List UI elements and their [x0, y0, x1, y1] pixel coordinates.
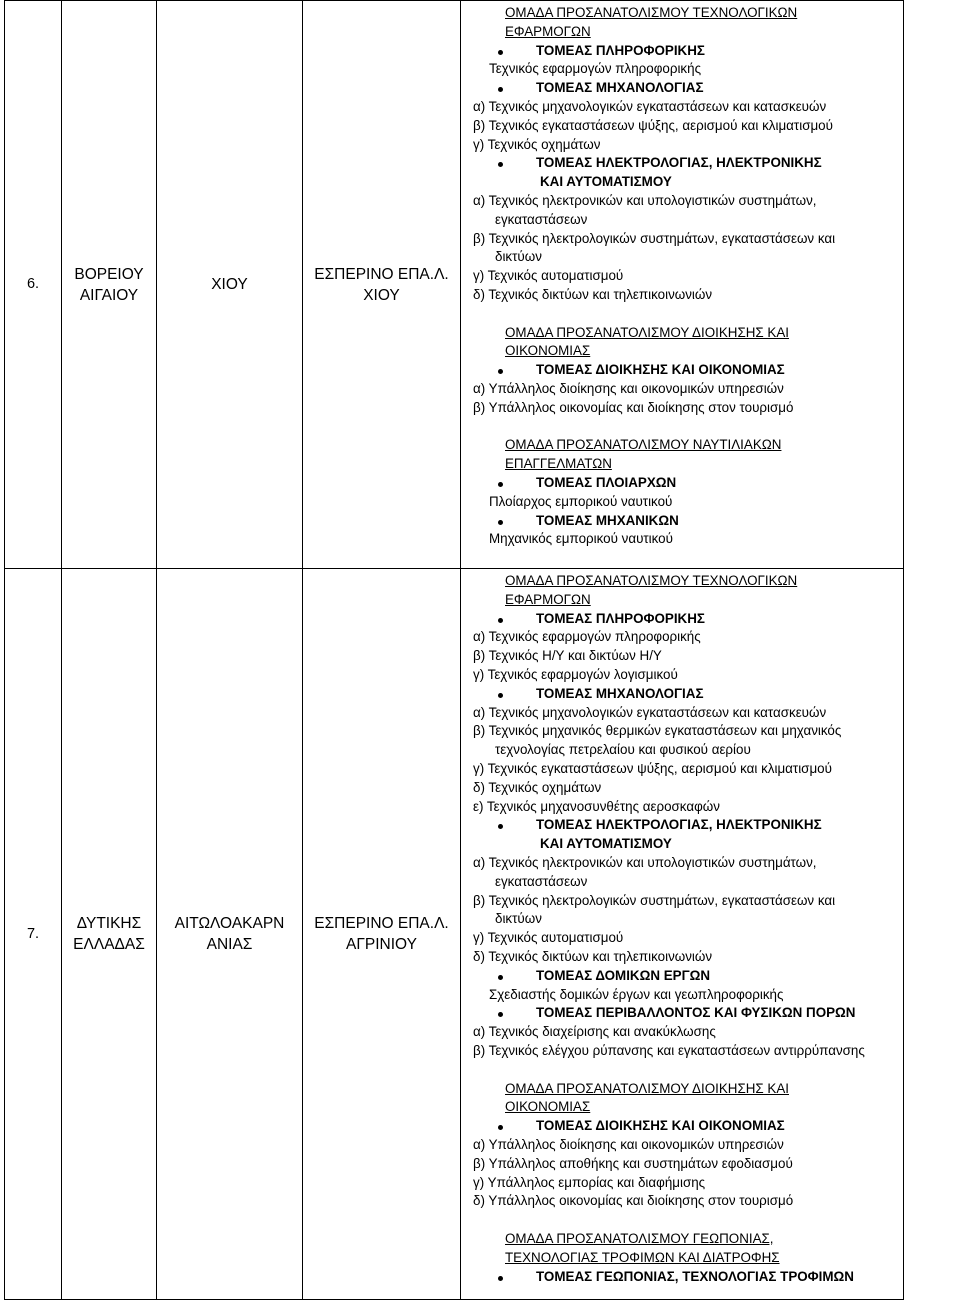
group-heading: ΕΠΑΓΓΕΛΜΑΤΩΝ	[505, 456, 612, 472]
specialty-item: α) Τεχνικός ηλεκτρονικών και υπολογιστικών συστημάτων,	[473, 855, 817, 870]
group-heading: ΟΜΑΔΑ ΠΡΟΣΑΝΑΤΟΛΙΣΜΟΥ ΝΑΥΤΙΛΙΑΚΩΝ	[505, 437, 782, 453]
sector-heading: ΤΟΜΕΑΣ ΜΗΧΑΝΙΚΩΝ	[536, 512, 679, 528]
specialty-item: Τεχνικός εφαρμογών πληροφορικής	[489, 61, 702, 77]
specialty-item: β) Υπάλληλος αποθήκης και συστημάτων εφοδιασμού	[473, 1155, 793, 1171]
specialty-item: β) Τεχνικός ηλεκτρολογικών συστημάτων, εγκαταστάσεων και	[473, 892, 836, 908]
specialty-item: β) Τεχνικός ηλεκτρολογικών συστημάτων, εγκαταστάσεων και	[473, 230, 836, 246]
specialty-item: γ) Τεχνικός εγκαταστάσεων ψύξης, αερισμού και κλιματισμού	[473, 761, 832, 776]
specialties-list	[461, 569, 903, 1299]
sector-heading: ΚΑΙ ΑΥΤΟΜΑΤΙΣΜΟΥ	[540, 836, 672, 852]
sector-heading: ΤΟΜΕΑΣ ΜΗΧΑΝΟΛΟΓΙΑΣ	[536, 685, 704, 701]
specialty-item: Πλοίαρχος εμπορικού ναυτικού	[489, 493, 673, 509]
group-heading: ΕΦΑΡΜΟΓΩΝ	[505, 23, 591, 39]
specialty-item: δικτύων	[495, 911, 542, 927]
group-heading: ΟΜΑΔΑ ΠΡΟΣΑΝΑΤΟΛΙΣΜΟΥ ΤΕΧΝΟΛΟΓΙΚΩΝ	[505, 5, 798, 20]
specialty-item: δ) Τεχνικός οχημάτων	[473, 779, 602, 795]
sector-heading: ΤΟΜΕΑΣ ΗΛΕΚΤΡΟΛΟΓΙΑΣ, ΗΛΕΚΤΡΟΝΙΚΗΣ	[536, 817, 822, 833]
specialty-item: β) Τεχνικός Η/Υ και δικτύων Η/Υ	[473, 648, 662, 664]
bullet-icon	[498, 1125, 503, 1130]
specialty-item: ε) Τεχνικός μηχανοσυνθέτης αεροσκαφών	[473, 798, 720, 814]
row-number: 6.	[5, 1, 62, 569]
row-number: 7.	[5, 569, 62, 1300]
region-cell: ΒΟΡΕΙΟΥ ΑΙΓΑΙΟΥ	[62, 1, 157, 569]
specialty-item: δ) Υπάλληλος οικονομίας και διοίκησης στον τουρισμό	[473, 1193, 794, 1209]
group-heading: ΕΦΑΡΜΟΓΩΝ	[505, 591, 591, 607]
specialty-item: α) Τεχνικός μηχανολογικών εγκαταστάσεων και κατασκευών	[473, 704, 827, 720]
group-heading: ΤΕΧΝΟΛΟΓΙΑΣ ΤΡΟΦΙΜΩΝ ΚΑΙ ΔΙΑΤΡΟΦΗΣ	[505, 1249, 780, 1265]
sector-heading: ΤΟΜΕΑΣ ΠΕΡΙΒΑΛΛΟΝΤΟΣ ΚΑΙ ΦΥΣΙΚΩΝ ΠΟΡΩΝ	[536, 1005, 856, 1021]
sector-heading: ΤΟΜΕΑΣ ΠΛΗΡΟΦΟΡΙΚΗΣ	[536, 42, 705, 58]
specialty-item: γ) Υπάλληλος εμπορίας και διαφήμισης	[473, 1174, 706, 1190]
municipality-cell: ΧΙΟΥ	[157, 1, 303, 569]
specialties-cell	[461, 1, 904, 569]
specialties-list	[461, 1, 903, 568]
specialty-item: εγκαταστάσεων	[495, 211, 588, 227]
school-cell: ΕΣΠΕΡΙΝΟ ΕΠΑ.Λ. ΑΓΡΙΝΙΟΥ	[303, 569, 461, 1300]
sector-heading: ΤΟΜΕΑΣ ΜΗΧΑΝΟΛΟΓΙΑΣ	[536, 80, 704, 96]
specialty-item: γ) Τεχνικός αυτοματισμού	[473, 930, 624, 946]
specialty-item: α) Τεχνικός ηλεκτρονικών και υπολογιστικών συστημάτων,	[473, 193, 817, 208]
bullet-icon	[498, 520, 503, 525]
specialty-item: εγκαταστάσεων	[495, 873, 588, 889]
sector-heading: ΚΑΙ ΑΥΤΟΜΑΤΙΣΜΟΥ	[540, 174, 672, 190]
specialty-item: α) Υπάλληλος διοίκησης και οικονομικών υπηρεσιών	[473, 1137, 784, 1152]
group-heading: ΟΜΑΔΑ ΠΡΟΣΑΝΑΤΟΛΙΣΜΟΥ ΤΕΧΝΟΛΟΓΙΚΩΝ	[505, 573, 798, 588]
region-cell: ΔΥΤΙΚΗΣ ΕΛΛΑΔΑΣ	[62, 569, 157, 1300]
specialty-item: δ) Τεχνικός δικτύων και τηλεπικοινωνιών	[473, 287, 713, 302]
sector-heading: ΤΟΜΕΑΣ ΔΙΟΙΚΗΣΗΣ ΚΑΙ ΟΙΚΟΝΟΜΙΑΣ	[536, 362, 785, 378]
specialty-item: δ) Τεχνικός δικτύων και τηλεπικοινωνιών	[473, 949, 713, 964]
specialty-item: γ) Τεχνικός αυτοματισμού	[473, 268, 624, 284]
bullet-icon	[498, 618, 503, 623]
specialties-cell	[461, 569, 904, 1300]
specialty-item: α) Τεχνικός διαχείρισης και ανακύκλωσης	[473, 1024, 716, 1040]
school-table	[4, 0, 904, 1300]
group-heading: ΟΙΚΟΝΟΜΙΑΣ	[505, 343, 591, 359]
specialty-item: τεχνολογίας πετρελαίου και φυσικού αερίου	[495, 742, 751, 758]
school-cell: ΕΣΠΕΡΙΝΟ ΕΠΑ.Λ. ΧΙΟΥ	[303, 1, 461, 569]
table-row	[5, 1, 904, 569]
specialty-item: Σχεδιαστής δομικών έργων και γεωπληροφορικής	[489, 986, 784, 1002]
specialty-item: β) Τεχνικός ελέγχου ρύπανσης και εγκαταστάσεων αντιρρύπανσης	[473, 1043, 865, 1058]
specialty-item: β) Τεχνικός μηχανικός θερμικών εγκαταστάσεων και μηχανικός	[473, 723, 842, 739]
specialty-item: α) Υπάλληλος διοίκησης και οικονομικών υπηρεσιών	[473, 381, 784, 396]
specialty-item: α) Τεχνικός μηχανολογικών εγκαταστάσεων και κατασκευών	[473, 99, 827, 114]
specialty-item: β) Τεχνικός εγκαταστάσεων ψύξης, αερισμού και κλιματισμού	[473, 117, 833, 133]
bullet-icon	[498, 1276, 503, 1281]
group-heading: ΟΜΑΔΑ ΠΡΟΣΑΝΑΤΟΛΙΣΜΟΥ ΔΙΟΙΚΗΣΗΣ ΚΑΙ	[505, 1080, 789, 1096]
bullet-icon	[498, 824, 503, 829]
table-row	[5, 569, 904, 1300]
bullet-icon	[498, 1012, 503, 1017]
sector-heading: ΤΟΜΕΑΣ ΓΕΩΠΟΝΙΑΣ, ΤΕΧΝΟΛΟΓΙΑΣ ΤΡΟΦΙΜΩΝ	[536, 1268, 854, 1284]
bullet-icon	[498, 693, 503, 698]
bullet-icon	[498, 162, 503, 167]
bullet-icon	[498, 87, 503, 92]
group-heading: ΟΜΑΔΑ ΠΡΟΣΑΝΑΤΟΛΙΣΜΟΥ ΔΙΟΙΚΗΣΗΣ ΚΑΙ	[505, 324, 789, 340]
bullet-icon	[498, 975, 503, 980]
sector-heading: ΤΟΜΕΑΣ ΠΛΗΡΟΦΟΡΙΚΗΣ	[536, 610, 705, 626]
bullet-icon	[498, 50, 503, 55]
group-heading: ΟΙΚΟΝΟΜΙΑΣ	[505, 1099, 591, 1115]
specialty-item: Μηχανικός εμπορικού ναυτικού	[489, 531, 673, 547]
bullet-icon	[498, 482, 503, 487]
sector-heading: ΤΟΜΕΑΣ ΠΛΟΙΑΡΧΩΝ	[536, 475, 677, 490]
sector-heading: ΤΟΜΕΑΣ ΔΙΟΙΚΗΣΗΣ ΚΑΙ ΟΙΚΟΝΟΜΙΑΣ	[536, 1118, 785, 1134]
bullet-icon	[498, 369, 503, 374]
specialty-item: γ) Τεχνικός οχημάτων	[473, 136, 601, 152]
specialty-item: β) Υπάλληλος οικονομίας και διοίκησης στον τουρισμό	[473, 399, 794, 415]
specialty-item: γ) Τεχνικός εφαρμογών λογισμικού	[473, 667, 678, 682]
specialty-item: α) Τεχνικός εφαρμογών πληροφορικής	[473, 629, 701, 645]
sector-heading: ΤΟΜΕΑΣ ΗΛΕΚΤΡΟΛΟΓΙΑΣ, ΗΛΕΚΤΡΟΝΙΚΗΣ	[536, 155, 822, 171]
specialty-item: δικτύων	[495, 249, 542, 265]
group-heading: ΟΜΑΔΑ ΠΡΟΣΑΝΑΤΟΛΙΣΜΟΥ ΓΕΩΠΟΝΙΑΣ,	[505, 1231, 774, 1246]
municipality-cell: ΑΙΤΩΛΟΑΚΑΡΝ ΑΝΙΑΣ	[157, 569, 303, 1300]
sector-heading: ΤΟΜΕΑΣ ΔΟΜΙΚΩΝ ΕΡΓΩΝ	[536, 967, 711, 983]
